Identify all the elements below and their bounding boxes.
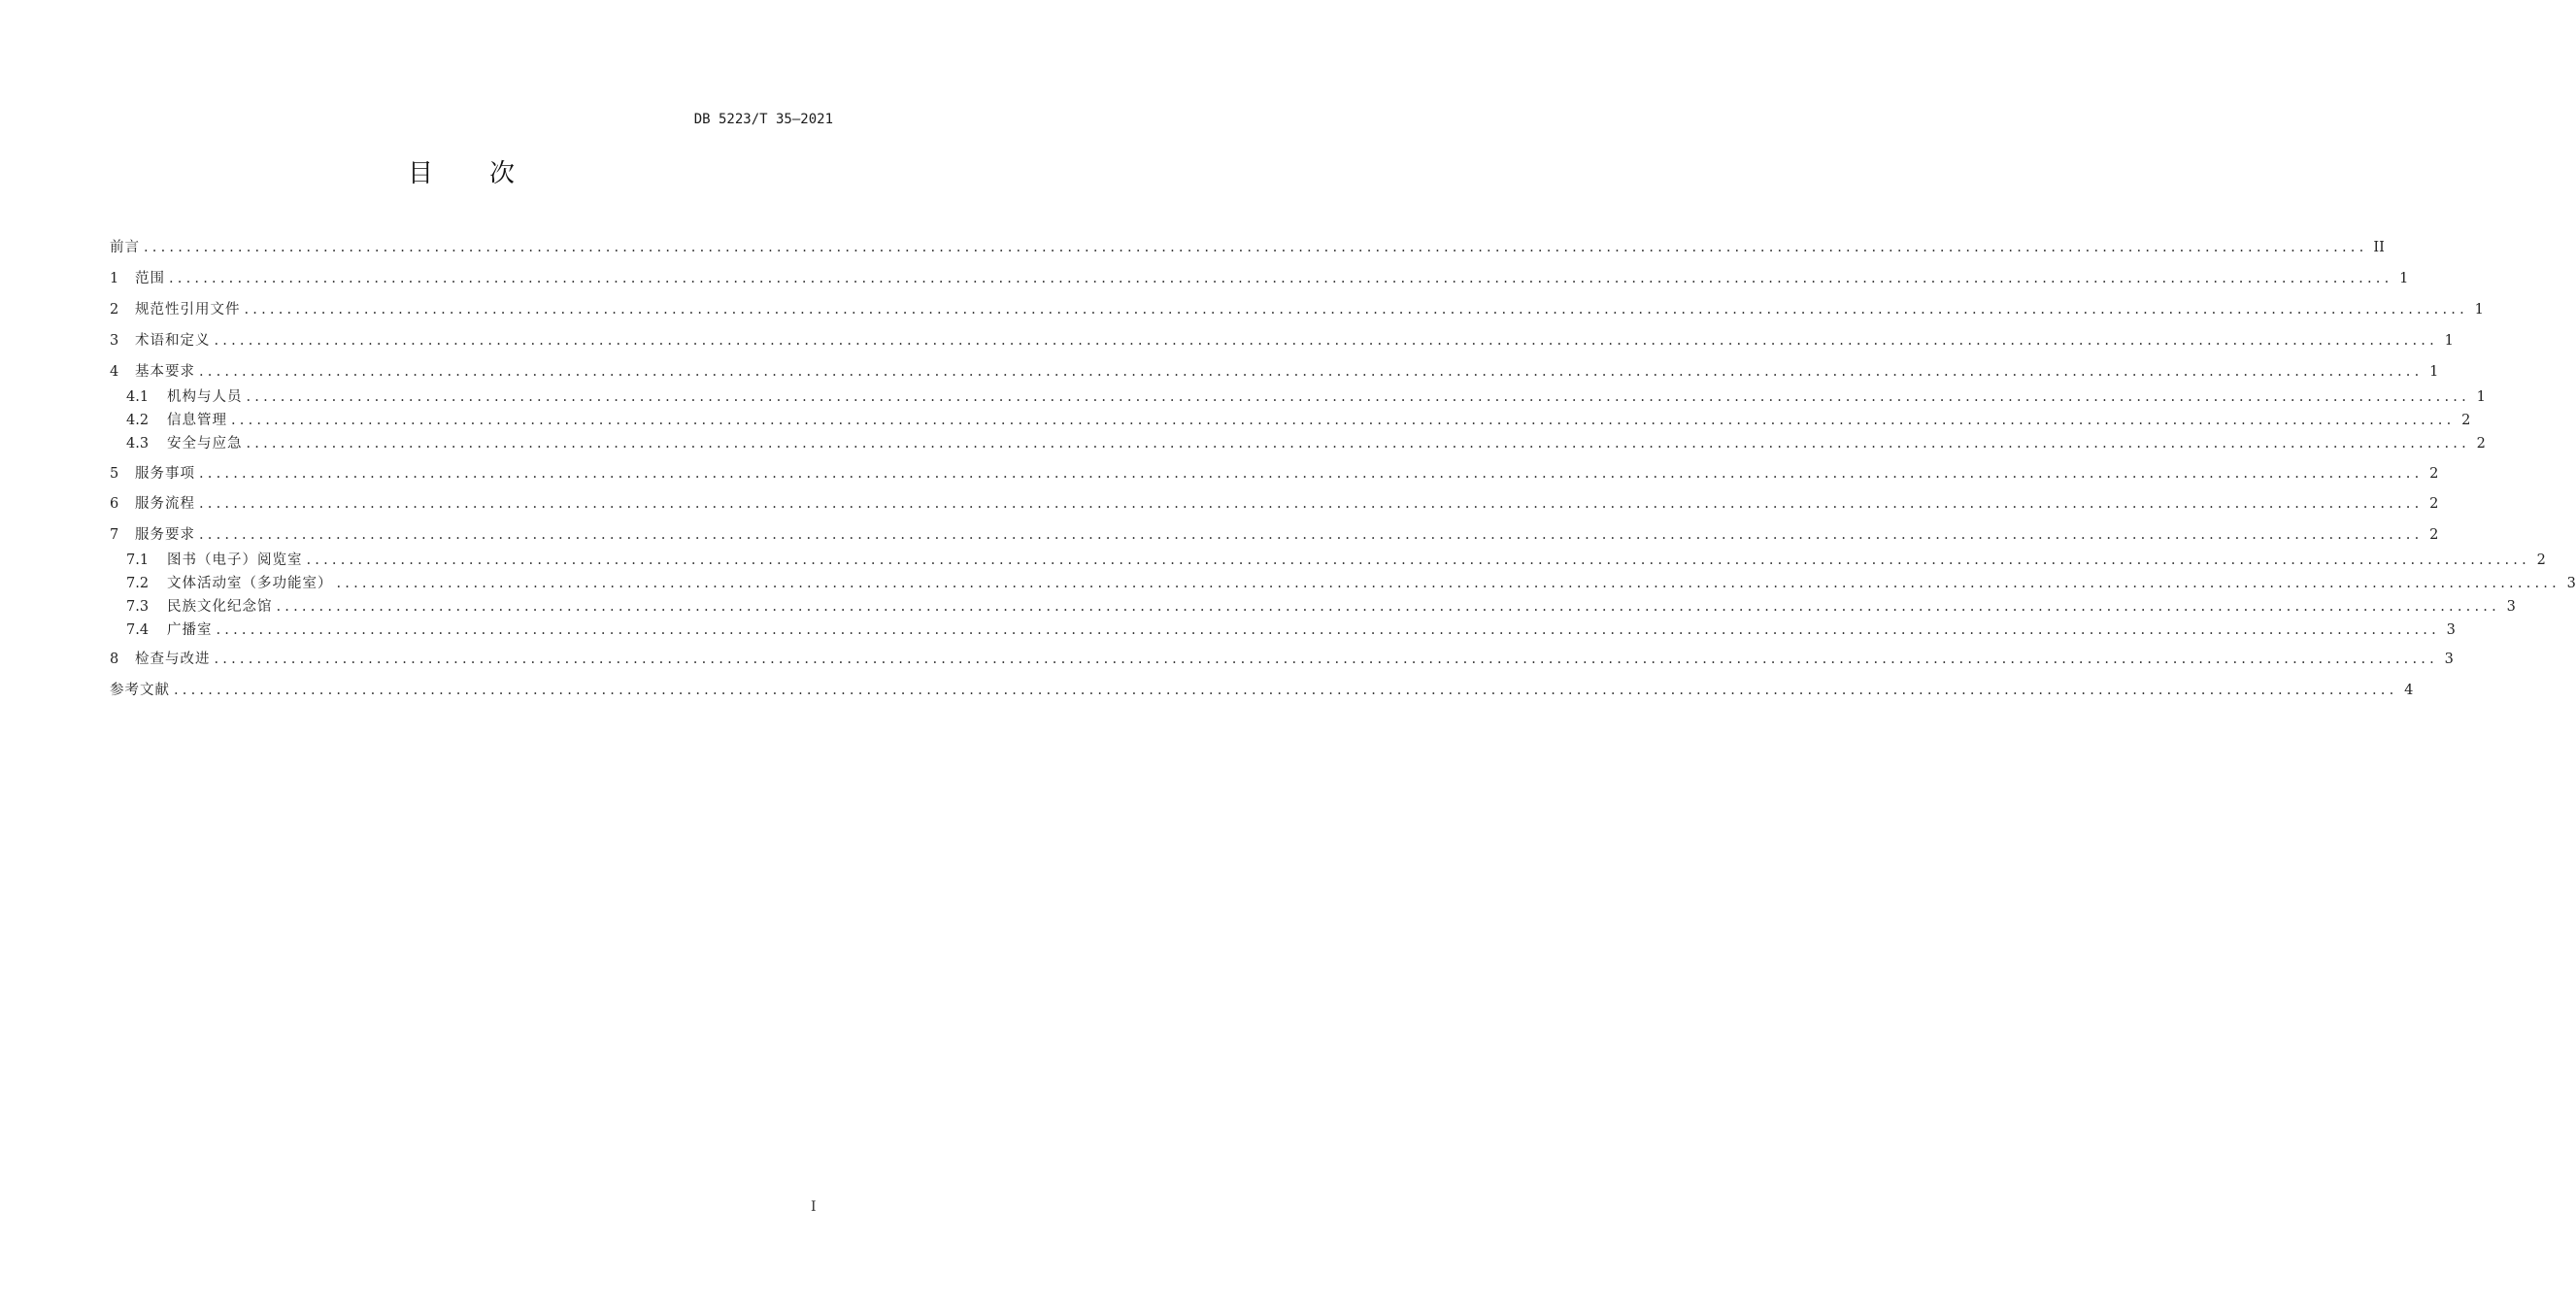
toc-leader-dots: .................................................................................................................................................................................................................................................................... xyxy=(246,389,2470,405)
toc-entry-label: 参考文献 xyxy=(110,683,170,698)
toc-entry-label: 机构与人员 xyxy=(167,389,243,405)
toc-leader-dots: .................................................................................................................................................................................................................................................................... xyxy=(174,683,2398,698)
toc-entry-bibliography[interactable] xyxy=(110,680,2414,701)
toc-entry-7-4[interactable] xyxy=(126,619,2456,641)
document-code: DB 5223/T 35—2021 xyxy=(693,112,833,127)
toc-entry-label: 民族文化纪念馆 xyxy=(167,599,273,615)
toc-entry-label: 范围 xyxy=(135,271,165,286)
toc-leader-dots: .................................................................................................................................................................................................................................................................... xyxy=(216,622,2440,638)
toc-entry-normative-references[interactable] xyxy=(110,299,2484,320)
toc-entry-terms-definitions[interactable] xyxy=(110,330,2454,351)
toc-entry-label: 术语和定义 xyxy=(135,333,211,349)
toc-leader-dots: .................................................................................................................................................................................................................................................................... xyxy=(276,599,2500,615)
toc-entry-label: 服务要求 xyxy=(135,527,195,543)
toc-entry-label: 文体活动室（多功能室） xyxy=(167,576,333,591)
toc-entry-page: 2 xyxy=(2461,413,2471,428)
toc-entry-label: 检查与改进 xyxy=(135,652,211,667)
toc-entry-page: 2 xyxy=(2536,552,2546,568)
toc-entry-inspection-improvement[interactable] xyxy=(110,649,2454,670)
toc-entry-page: 4 xyxy=(2404,683,2414,698)
toc-entry-label: 规范性引用文件 xyxy=(135,302,241,318)
toc-entry-page: 2 xyxy=(2429,527,2439,543)
toc-entry-7-2[interactable] xyxy=(126,573,2576,594)
toc-leader-dots: .................................................................................................................................................................................................................................................................... xyxy=(336,576,2560,591)
toc-entry-number: 4.3 xyxy=(126,436,150,452)
toc-leader-dots: .................................................................................................................................................................................................................................................................... xyxy=(214,333,2438,349)
toc-entry-7-3[interactable] xyxy=(126,596,2516,618)
toc-entry-number: 6 xyxy=(110,496,119,512)
toc-entry-4-3[interactable] xyxy=(126,433,2486,454)
toc-leader-dots: .................................................................................................................................................................................................................................................................... xyxy=(199,364,2424,380)
toc-entry-number: 4 xyxy=(110,364,119,380)
toc-entry-number: 7 xyxy=(110,527,119,543)
toc-entry-4-2[interactable] xyxy=(126,410,2471,431)
toc-entry-label: 服务事项 xyxy=(135,466,195,482)
toc-leader-dots: .................................................................................................................................................................................................................................................................... xyxy=(169,271,2393,286)
toc-entry-page: 3 xyxy=(2566,576,2576,591)
toc-entry-page: 3 xyxy=(2444,652,2454,667)
toc-entry-number: 5 xyxy=(110,466,119,482)
toc-entry-service-items[interactable] xyxy=(110,463,2439,485)
toc-entry-page: 1 xyxy=(2429,364,2439,380)
toc-entry-page: II xyxy=(2373,240,2385,255)
toc-entry-foreword[interactable] xyxy=(110,237,2385,258)
toc-leader-dots: .................................................................................................................................................................................................................................................................... xyxy=(306,552,2530,568)
toc-entry-page: 3 xyxy=(2446,622,2456,638)
toc-entry-page: 1 xyxy=(2476,389,2486,405)
toc-leader-dots: .................................................................................................................................................................................................................................................................... xyxy=(246,436,2470,452)
toc-entry-number: 2 xyxy=(110,302,119,318)
page-number: I xyxy=(811,1199,817,1215)
toc-entry-page: 3 xyxy=(2506,599,2516,615)
toc-leader-dots: .................................................................................................................................................................................................................................................................... xyxy=(199,496,2424,512)
toc-entry-page: 2 xyxy=(2429,496,2439,512)
toc-entry-number: 1 xyxy=(110,271,119,286)
toc-leader-dots: .................................................................................................................................................................................................................................................................... xyxy=(199,466,2424,482)
toc-leader-dots: .................................................................................................................................................................................................................................................................... xyxy=(144,240,2368,255)
toc-entry-number: 7.2 xyxy=(126,576,150,591)
toc-entry-number: 7.1 xyxy=(126,552,150,568)
toc-entry-service-requirements[interactable] xyxy=(110,524,2439,546)
toc-entry-page: 1 xyxy=(2444,333,2454,349)
toc-entry-page: 1 xyxy=(2474,302,2484,318)
toc-entry-number: 4.2 xyxy=(126,413,150,428)
toc-entry-label: 安全与应急 xyxy=(167,436,243,452)
toc-entry-page: 2 xyxy=(2476,436,2486,452)
toc-entry-label: 广播室 xyxy=(167,622,213,638)
toc-entry-label: 服务流程 xyxy=(135,496,195,512)
toc-entry-scope[interactable] xyxy=(110,268,2409,289)
toc-entry-page: 2 xyxy=(2429,466,2439,482)
toc-entry-basic-requirements[interactable] xyxy=(110,361,2439,383)
toc-entry-number: 3 xyxy=(110,333,119,349)
toc-entry-4-1[interactable] xyxy=(126,386,2486,408)
toc-leader-dots: .................................................................................................................................................................................................................................................................... xyxy=(199,527,2424,543)
toc-entry-number: 7.4 xyxy=(126,622,150,638)
toc-entry-number: 7.3 xyxy=(126,599,150,615)
toc-leader-dots: .................................................................................................................................................................................................................................................................... xyxy=(214,652,2438,667)
toc-entry-number: 8 xyxy=(110,652,119,667)
toc-entry-service-process[interactable] xyxy=(110,493,2439,515)
toc-entry-number: 4.1 xyxy=(126,389,150,405)
toc-entry-7-1[interactable] xyxy=(126,550,2546,571)
toc-title: 目次 xyxy=(407,159,571,188)
toc-entry-label: 信息管理 xyxy=(167,413,227,428)
toc-entry-label: 图书（电子）阅览室 xyxy=(167,552,303,568)
toc-entry-page: 1 xyxy=(2399,271,2409,286)
toc-leader-dots: .................................................................................................................................................................................................................................................................... xyxy=(231,413,2456,428)
toc-entry-label: 基本要求 xyxy=(135,364,195,380)
toc-entry-label: 前言 xyxy=(110,240,140,255)
toc-leader-dots: .................................................................................................................................................................................................................................................................... xyxy=(244,302,2468,318)
